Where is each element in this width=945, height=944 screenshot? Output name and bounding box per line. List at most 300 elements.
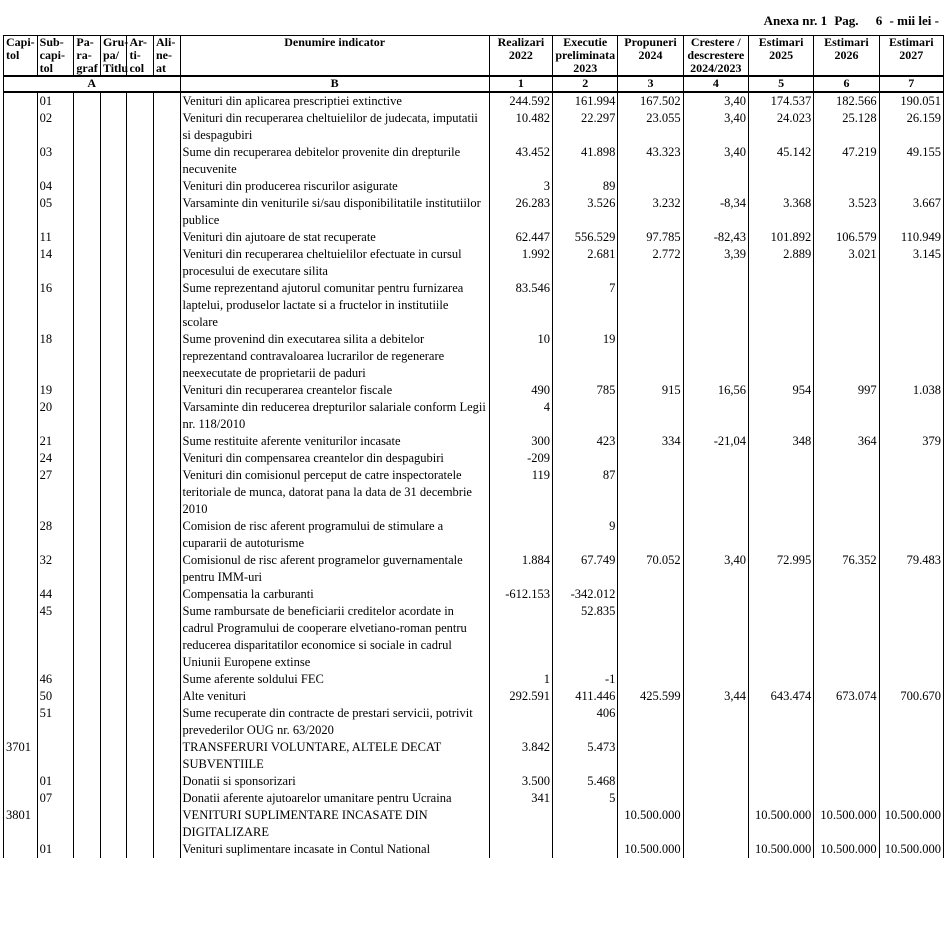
cell-denumire: Venituri suplimentare incasate in Contul National (180, 841, 489, 858)
cell-estimari-2026: 3.021 (814, 246, 879, 280)
cell-propuneri-2024: 23.055 (618, 110, 683, 144)
cell-grupa (100, 382, 127, 399)
cell-crestere: 3,40 (683, 110, 748, 144)
cell-estimari-2025 (748, 705, 813, 739)
cell-realizari-2022: 3.500 (489, 773, 552, 790)
cell-crestere (683, 603, 748, 671)
cell-estimari-2026 (814, 773, 879, 790)
cell-paragraf (74, 552, 101, 586)
cell-propuneri-2024 (618, 467, 683, 518)
cell-subcapitol: 04 (37, 178, 74, 195)
cell-paragraf (74, 280, 101, 331)
cell-estimari-2025: 24.023 (748, 110, 813, 144)
cell-estimari-2025: 72.995 (748, 552, 813, 586)
cell-estimari-2026: 106.579 (814, 229, 879, 246)
cell-denumire: Comision de risc aferent programului de stimulare a cupararii de autoturisme (180, 518, 489, 552)
cell-grupa (100, 144, 127, 178)
cell-grupa (100, 450, 127, 467)
table-row (4, 331, 944, 382)
table-row (4, 433, 944, 450)
cell-executie-2023: 22.297 (553, 110, 618, 144)
cell-capitol (4, 603, 38, 671)
cell-alineat (154, 331, 181, 382)
cell-propuneri-2024: 97.785 (618, 229, 683, 246)
cell-executie-2023: 785 (553, 382, 618, 399)
letter-1: 1 (489, 76, 552, 92)
letter-b: B (180, 76, 489, 92)
letter-2: 2 (553, 76, 618, 92)
col-realizari: Realizari 2022 (489, 36, 552, 77)
cell-estimari-2027: 10.500.000 (879, 807, 943, 841)
cell-subcapitol: 21 (37, 433, 74, 450)
cell-paragraf (74, 586, 101, 603)
cell-executie-2023 (553, 450, 618, 467)
cell-realizari-2022: 10.482 (489, 110, 552, 144)
cell-paragraf (74, 433, 101, 450)
cell-grupa (100, 518, 127, 552)
table-row (4, 110, 944, 144)
letter-3: 3 (618, 76, 683, 92)
cell-capitol (4, 773, 38, 790)
cell-estimari-2026 (814, 450, 879, 467)
cell-alineat (154, 144, 181, 178)
cell-paragraf (74, 195, 101, 229)
cell-subcapitol (37, 739, 74, 773)
cell-grupa (100, 841, 127, 858)
cell-propuneri-2024: 3.232 (618, 195, 683, 229)
table-row (4, 671, 944, 688)
cell-estimari-2026: 182.566 (814, 92, 879, 110)
cell-estimari-2026: 364 (814, 433, 879, 450)
cell-grupa (100, 603, 127, 671)
cell-realizari-2022: 83.546 (489, 280, 552, 331)
cell-realizari-2022: 119 (489, 467, 552, 518)
cell-estimari-2027: 190.051 (879, 92, 943, 110)
cell-executie-2023: 2.681 (553, 246, 618, 280)
cell-estimari-2027 (879, 467, 943, 518)
cell-executie-2023: 87 (553, 467, 618, 518)
cell-estimari-2027: 379 (879, 433, 943, 450)
cell-articol (127, 178, 154, 195)
cell-estimari-2025 (748, 450, 813, 467)
cell-executie-2023: 423 (553, 433, 618, 450)
col-est2027: Estimari 2027 (879, 36, 943, 77)
cell-articol (127, 110, 154, 144)
cell-subcapitol: 28 (37, 518, 74, 552)
col-alineat: Ali- ne- at (154, 36, 181, 77)
cell-grupa (100, 178, 127, 195)
cell-alineat (154, 178, 181, 195)
cell-propuneri-2024 (618, 603, 683, 671)
cell-subcapitol: 44 (37, 586, 74, 603)
cell-estimari-2025: 954 (748, 382, 813, 399)
cell-grupa (100, 195, 127, 229)
cell-executie-2023: -1 (553, 671, 618, 688)
cell-grupa (100, 246, 127, 280)
cell-estimari-2025: 643.474 (748, 688, 813, 705)
cell-alineat (154, 705, 181, 739)
cell-propuneri-2024 (618, 586, 683, 603)
table-row (4, 467, 944, 518)
cell-estimari-2027 (879, 790, 943, 807)
cell-subcapitol: 11 (37, 229, 74, 246)
cell-articol (127, 280, 154, 331)
page-header (760, 13, 939, 29)
cell-subcapitol: 01 (37, 773, 74, 790)
cell-alineat (154, 195, 181, 229)
cell-crestere (683, 178, 748, 195)
cell-estimari-2027 (879, 331, 943, 382)
cell-estimari-2027 (879, 178, 943, 195)
cell-articol (127, 382, 154, 399)
cell-denumire: Sume aferente soldului FEC (180, 671, 489, 688)
cell-estimari-2025 (748, 518, 813, 552)
col-crestere: Crestere / descrestere 2024/2023 (683, 36, 748, 77)
cell-estimari-2025 (748, 603, 813, 671)
cell-alineat (154, 671, 181, 688)
cell-denumire: Donatii si sponsorizari (180, 773, 489, 790)
cell-propuneri-2024 (618, 399, 683, 433)
cell-estimari-2026 (814, 518, 879, 552)
cell-estimari-2027 (879, 518, 943, 552)
cell-paragraf (74, 467, 101, 518)
cell-denumire: Comisionul de risc aferent programelor guvernamentale pentru IMM-uri (180, 552, 489, 586)
cell-estimari-2025: 10.500.000 (748, 841, 813, 858)
cell-executie-2023: 9 (553, 518, 618, 552)
cell-denumire: Varsaminte din veniturile si/sau disponibilitatile institutiilor publice (180, 195, 489, 229)
cell-capitol (4, 195, 38, 229)
table-row (4, 586, 944, 603)
cell-articol (127, 450, 154, 467)
cell-propuneri-2024 (618, 739, 683, 773)
col-est2026: Estimari 2026 (814, 36, 879, 77)
cell-alineat (154, 229, 181, 246)
cell-capitol (4, 841, 38, 858)
cell-denumire: Venituri din comisionul perceput de catre inspectoratele teritoriale de munca, datorat pana la data de 31 decembrie 2010 (180, 467, 489, 518)
table-row (4, 705, 944, 739)
cell-executie-2023: 19 (553, 331, 618, 382)
cell-grupa (100, 807, 127, 841)
cell-propuneri-2024 (618, 518, 683, 552)
cell-alineat (154, 603, 181, 671)
cell-estimari-2027: 110.949 (879, 229, 943, 246)
cell-crestere: 3,39 (683, 246, 748, 280)
cell-estimari-2027: 3.667 (879, 195, 943, 229)
cell-capitol (4, 671, 38, 688)
cell-estimari-2025: 45.142 (748, 144, 813, 178)
cell-paragraf (74, 144, 101, 178)
cell-alineat (154, 110, 181, 144)
cell-propuneri-2024: 334 (618, 433, 683, 450)
cell-grupa (100, 671, 127, 688)
table-row (4, 92, 944, 110)
cell-crestere (683, 586, 748, 603)
cell-denumire: Donatii aferente ajutoarelor umanitare pentru Ucraina (180, 790, 489, 807)
cell-estimari-2027 (879, 671, 943, 688)
cell-denumire: Sume rambursate de beneficiarii creditelor acordate in cadrul Programului de cooperare elvetiano-roman pentru reducerea disparitatilor economice si sociale in cadrul Uniunii Europene extinse (180, 603, 489, 671)
cell-realizari-2022: -209 (489, 450, 552, 467)
cell-crestere (683, 671, 748, 688)
table-row (4, 518, 944, 552)
budget-table (3, 35, 944, 858)
cell-denumire: Venituri din producerea riscurilor asigurate (180, 178, 489, 195)
cell-grupa (100, 331, 127, 382)
cell-realizari-2022 (489, 705, 552, 739)
table-row (4, 450, 944, 467)
table-row (4, 773, 944, 790)
cell-grupa (100, 705, 127, 739)
col-executie: Executie preliminata 2023 (553, 36, 618, 77)
page-label: Pag. (834, 13, 859, 28)
cell-executie-2023: -342.012 (553, 586, 618, 603)
cell-crestere (683, 790, 748, 807)
cell-subcapitol: 51 (37, 705, 74, 739)
cell-articol (127, 671, 154, 688)
cell-estimari-2026: 10.500.000 (814, 807, 879, 841)
cell-denumire: Venituri din aplicarea prescriptiei extinctive (180, 92, 489, 110)
cell-propuneri-2024: 70.052 (618, 552, 683, 586)
cell-subcapitol: 46 (37, 671, 74, 688)
col-est2025: Estimari 2025 (748, 36, 813, 77)
cell-denumire: VENITURI SUPLIMENTARE INCASATE DIN DIGITALIZARE (180, 807, 489, 841)
cell-paragraf (74, 399, 101, 433)
cell-articol (127, 790, 154, 807)
page-number: 6 (875, 13, 883, 28)
cell-denumire: Sume provenind din executarea silita a debitelor reprezentand contravaloarea lucrarilor de regenerare neexecutate de proprietarii de paduri (180, 331, 489, 382)
cell-subcapitol: 07 (37, 790, 74, 807)
cell-realizari-2022: 4 (489, 399, 552, 433)
cell-estimari-2025: 3.368 (748, 195, 813, 229)
cell-subcapitol: 32 (37, 552, 74, 586)
cell-crestere (683, 739, 748, 773)
cell-capitol (4, 688, 38, 705)
cell-estimari-2026 (814, 280, 879, 331)
cell-estimari-2027 (879, 773, 943, 790)
cell-subcapitol: 16 (37, 280, 74, 331)
cell-realizari-2022: -612.153 (489, 586, 552, 603)
cell-estimari-2025 (748, 671, 813, 688)
cell-propuneri-2024 (618, 773, 683, 790)
cell-executie-2023: 5.468 (553, 773, 618, 790)
cell-paragraf (74, 841, 101, 858)
cell-estimari-2025 (748, 467, 813, 518)
cell-alineat (154, 586, 181, 603)
cell-executie-2023 (553, 841, 618, 858)
cell-executie-2023: 41.898 (553, 144, 618, 178)
cell-realizari-2022: 1.884 (489, 552, 552, 586)
cell-crestere (683, 331, 748, 382)
table-row (4, 739, 944, 773)
cell-crestere (683, 280, 748, 331)
cell-estimari-2027 (879, 603, 943, 671)
cell-executie-2023: 5 (553, 790, 618, 807)
cell-executie-2023: 7 (553, 280, 618, 331)
cell-alineat (154, 518, 181, 552)
table-row (4, 807, 944, 841)
cell-capitol (4, 450, 38, 467)
col-grupa: Gru- pa/ Titlu (100, 36, 127, 77)
cell-crestere (683, 807, 748, 841)
cell-executie-2023: 5.473 (553, 739, 618, 773)
table-row (4, 280, 944, 331)
table-row (4, 399, 944, 433)
cell-crestere (683, 518, 748, 552)
cell-estimari-2026 (814, 603, 879, 671)
cell-subcapitol: 01 (37, 92, 74, 110)
cell-denumire: Venituri din recuperarea creantelor fiscale (180, 382, 489, 399)
cell-propuneri-2024: 915 (618, 382, 683, 399)
cell-articol (127, 739, 154, 773)
cell-subcapitol: 20 (37, 399, 74, 433)
cell-realizari-2022: 26.283 (489, 195, 552, 229)
cell-estimari-2025: 2.889 (748, 246, 813, 280)
cell-estimari-2025: 174.537 (748, 92, 813, 110)
cell-grupa (100, 739, 127, 773)
cell-estimari-2026 (814, 331, 879, 382)
cell-realizari-2022: 43.452 (489, 144, 552, 178)
cell-alineat (154, 739, 181, 773)
cell-subcapitol: 02 (37, 110, 74, 144)
cell-alineat (154, 246, 181, 280)
cell-crestere: 3,40 (683, 552, 748, 586)
table-row (4, 688, 944, 705)
cell-propuneri-2024 (618, 331, 683, 382)
cell-capitol (4, 92, 38, 110)
cell-subcapitol: 18 (37, 331, 74, 382)
cell-propuneri-2024 (618, 705, 683, 739)
cell-realizari-2022: 62.447 (489, 229, 552, 246)
cell-alineat (154, 433, 181, 450)
cell-executie-2023 (553, 399, 618, 433)
cell-denumire: Sume reprezentand ajutorul comunitar pentru furnizarea laptelui, produselor lactate si a fructelor in institutiile scolare (180, 280, 489, 331)
cell-executie-2023: 161.994 (553, 92, 618, 110)
cell-estimari-2025: 10.500.000 (748, 807, 813, 841)
cell-articol (127, 705, 154, 739)
cell-estimari-2026: 47.219 (814, 144, 879, 178)
cell-propuneri-2024: 425.599 (618, 688, 683, 705)
cell-estimari-2026: 673.074 (814, 688, 879, 705)
cell-paragraf (74, 773, 101, 790)
cell-executie-2023 (553, 807, 618, 841)
cell-estimari-2027: 49.155 (879, 144, 943, 178)
cell-articol (127, 399, 154, 433)
cell-estimari-2026: 3.523 (814, 195, 879, 229)
cell-crestere: 3,40 (683, 92, 748, 110)
cell-subcapitol: 24 (37, 450, 74, 467)
cell-estimari-2025 (748, 399, 813, 433)
cell-estimari-2025 (748, 739, 813, 773)
col-subcapitol: Sub- capi- tol (37, 36, 74, 77)
cell-estimari-2025 (748, 331, 813, 382)
table-row (4, 382, 944, 399)
letter-4: 4 (683, 76, 748, 92)
table-row (4, 603, 944, 671)
cell-crestere (683, 467, 748, 518)
cell-propuneri-2024: 167.502 (618, 92, 683, 110)
cell-executie-2023: 411.446 (553, 688, 618, 705)
cell-grupa (100, 688, 127, 705)
cell-propuneri-2024: 2.772 (618, 246, 683, 280)
cell-estimari-2025 (748, 280, 813, 331)
letter-a: A (4, 76, 181, 92)
cell-executie-2023: 67.749 (553, 552, 618, 586)
cell-alineat (154, 382, 181, 399)
cell-paragraf (74, 246, 101, 280)
cell-propuneri-2024 (618, 790, 683, 807)
cell-paragraf (74, 92, 101, 110)
cell-crestere: -8,34 (683, 195, 748, 229)
cell-realizari-2022: 1.992 (489, 246, 552, 280)
cell-estimari-2027: 79.483 (879, 552, 943, 586)
cell-estimari-2027 (879, 399, 943, 433)
table-row (4, 178, 944, 195)
cell-grupa (100, 229, 127, 246)
cell-denumire: Alte venituri (180, 688, 489, 705)
cell-capitol (4, 399, 38, 433)
cell-estimari-2027 (879, 705, 943, 739)
table-row (4, 790, 944, 807)
cell-capitol (4, 110, 38, 144)
cell-estimari-2027: 3.145 (879, 246, 943, 280)
cell-capitol (4, 790, 38, 807)
cell-alineat (154, 280, 181, 331)
cell-denumire: Compensatia la carburanti (180, 586, 489, 603)
table-row (4, 246, 944, 280)
cell-estimari-2026 (814, 739, 879, 773)
cell-alineat (154, 450, 181, 467)
table-row (4, 195, 944, 229)
cell-paragraf (74, 739, 101, 773)
cell-paragraf (74, 518, 101, 552)
cell-grupa (100, 92, 127, 110)
cell-articol (127, 586, 154, 603)
col-articol: Ar- ti- col (127, 36, 154, 77)
cell-propuneri-2024 (618, 671, 683, 688)
cell-denumire: Venituri din recuperarea cheltuielilor de judecata, imputatii si despagubiri (180, 110, 489, 144)
cell-subcapitol: 27 (37, 467, 74, 518)
cell-crestere (683, 773, 748, 790)
cell-estimari-2027 (879, 280, 943, 331)
cell-executie-2023: 52.835 (553, 603, 618, 671)
cell-crestere (683, 450, 748, 467)
cell-paragraf (74, 331, 101, 382)
cell-subcapitol: 45 (37, 603, 74, 671)
cell-subcapitol: 19 (37, 382, 74, 399)
cell-subcapitol: 01 (37, 841, 74, 858)
cell-paragraf (74, 110, 101, 144)
cell-propuneri-2024 (618, 178, 683, 195)
cell-realizari-2022: 1 (489, 671, 552, 688)
cell-grupa (100, 110, 127, 144)
cell-grupa (100, 586, 127, 603)
cell-estimari-2025 (748, 586, 813, 603)
cell-capitol (4, 705, 38, 739)
cell-realizari-2022 (489, 841, 552, 858)
cell-executie-2023: 3.526 (553, 195, 618, 229)
cell-estimari-2025 (748, 178, 813, 195)
cell-propuneri-2024: 43.323 (618, 144, 683, 178)
cell-estimari-2027 (879, 586, 943, 603)
cell-alineat (154, 467, 181, 518)
cell-denumire: Sume restituite aferente veniturilor incasate (180, 433, 489, 450)
cell-estimari-2027: 26.159 (879, 110, 943, 144)
cell-articol (127, 92, 154, 110)
cell-estimari-2026: 76.352 (814, 552, 879, 586)
cell-paragraf (74, 382, 101, 399)
cell-crestere: 16,56 (683, 382, 748, 399)
cell-realizari-2022: 244.592 (489, 92, 552, 110)
annex-label: Anexa nr. 1 (763, 13, 828, 28)
